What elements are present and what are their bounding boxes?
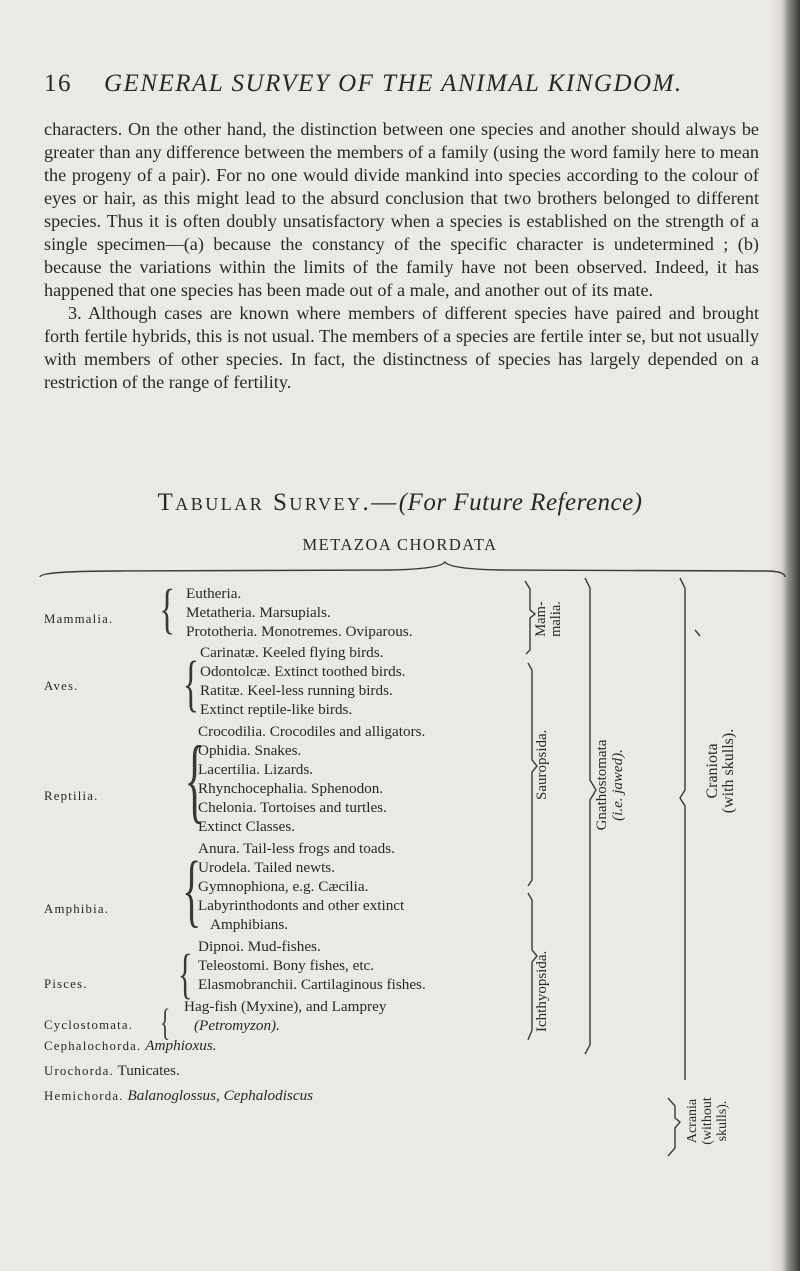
list-item: Gymnophiona, e.g. Cæcilia. xyxy=(198,878,369,895)
brace-amphibia: { xyxy=(182,844,202,935)
craniota-line xyxy=(680,578,685,1080)
acrania-title: Acrania xyxy=(685,1098,700,1144)
list-item: Hag-fish (Myxine), and Lamprey xyxy=(184,998,387,1015)
paragraph-2: 3. Although cases are known where members of different species have paired and brought forth fertile hybrids, this is not usual. The members of a species are fertile inter se, but not usually with members of other species. In fact, the distinctness of species has largely depended on a restriction of the range of fertility. xyxy=(44,303,759,392)
class-label-cyclostomata: Cyclostomata. xyxy=(44,1018,134,1032)
class-label-amphibia: Amphibia. xyxy=(44,902,110,916)
list-item: Chelonia. Tortoises and turtles. xyxy=(198,799,387,816)
group-label-gnathostomata xyxy=(594,710,626,860)
acrania-note: (without skulls). xyxy=(700,1097,730,1145)
list-item: Elasmobranchii. Cartilaginous fishes. xyxy=(198,976,426,993)
list-item: Amphibians. xyxy=(210,916,289,933)
list-item: Extinct Classes. xyxy=(198,818,296,835)
lower-row-cephalochorda xyxy=(44,1037,217,1055)
craniota-title: Craniota xyxy=(704,743,721,799)
brace-cyclostomata: { xyxy=(160,1002,171,1044)
list-item: Ophidia. Snakes. xyxy=(198,742,302,759)
lower-row-text: Amphioxus. xyxy=(145,1037,217,1054)
lower-row-label: Hemichorda. xyxy=(44,1089,124,1103)
brace-reptilia: { xyxy=(184,726,206,832)
list-item: (Petromyzon). xyxy=(194,1017,280,1034)
lower-row-hemichorda xyxy=(44,1087,313,1105)
list-item: Crocodilia. Crocodiles and alligators. xyxy=(198,723,426,740)
heading-note: (For Future Reference) xyxy=(398,489,643,516)
group-label-acrania xyxy=(685,1084,730,1158)
list-item: Carinatæ. Keeled flying birds. xyxy=(200,644,384,661)
lower-row-label: Cephalochorda. xyxy=(44,1039,142,1053)
top-brace xyxy=(40,562,785,577)
class-label-aves: Aves. xyxy=(44,679,79,693)
list-item: Urodela. Tailed newts. xyxy=(198,859,335,876)
running-title: GENERAL SURVEY OF THE ANIMAL KINGDOM. xyxy=(104,70,683,97)
list-item: Teleostomi. Bony fishes, etc. xyxy=(198,957,375,974)
group-label-ichthyopsida: Ichthyopsida. xyxy=(534,950,550,1032)
list-item: Anura. Tail-less frogs and toads. xyxy=(198,840,395,857)
class-label-reptilia: Reptilia. xyxy=(44,789,99,803)
list-item: Extinct reptile-like birds. xyxy=(200,701,353,718)
lower-row-urochorda xyxy=(44,1062,180,1080)
group-label-craniota xyxy=(705,712,737,830)
page-number: 16 xyxy=(44,70,72,97)
list-item: Eutheria. xyxy=(186,585,242,602)
list-item: Labyrinthodonts and other extinct xyxy=(198,897,405,914)
craniota-lower-line xyxy=(695,630,700,636)
list-item: Dipnoi. Mud-fishes. xyxy=(198,938,321,955)
lower-row-text: Balanoglossus, Cephalodiscus xyxy=(127,1087,314,1104)
lower-row-text: Tunicates. xyxy=(117,1062,180,1079)
list-item: Odontolcæ. Extinct toothed birds. xyxy=(200,663,406,680)
group-label-sauropsida: Sauropsida. xyxy=(534,729,550,800)
list-item: Metatheria. Marsupials. xyxy=(186,604,331,621)
acrania-brace xyxy=(668,1098,680,1156)
brace-aves: { xyxy=(182,650,200,718)
section-heading: Tabular Survey.—(For Future Reference) xyxy=(157,489,643,516)
brace-pisces: { xyxy=(177,943,193,1004)
heading-title: Tabular Survey. xyxy=(157,489,372,516)
group-label-mammalia: Mam-malia. xyxy=(533,601,564,637)
craniota-note: (with skulls). xyxy=(720,728,737,814)
section-subheading: METAZOA CHORDATA xyxy=(302,535,498,554)
list-item: Lacertilia. Lizards. xyxy=(198,761,314,778)
lower-row-label: Urochorda. xyxy=(44,1064,114,1078)
class-label-pisces: Pisces. xyxy=(44,977,88,991)
list-item: Rhynchocephalia. Sphenodon. xyxy=(198,780,384,797)
gnathostomata-note: (i.e. jawed). xyxy=(610,749,626,821)
brace-mammalia: { xyxy=(159,578,176,639)
list-item: Prototheria. Monotremes. Oviparous. xyxy=(186,623,413,640)
class-label-mammalia: Mammalia. xyxy=(44,612,114,626)
paragraph-1: characters. On the other hand, the distinction between one species and another should always be greater than any difference between the members of a family (using the word family here to mean the progeny of a pair). For no one would divide mankind into species according to the colour of eyes or hair, as this might lead to the absurd conclusion that two brothers belonged to different species. Thus it is often doubly unsatisfactory when a species is established on the strength of a single specimen—(a) because the constancy of the specific character is undetermined ; (b) because the variations within the limits of the family have not been observed. Indeed, it has happened that one species has been made out of a male, and another out of its mate. xyxy=(44,119,759,300)
list-item: Ratitæ. Keel-less running birds. xyxy=(200,682,393,699)
gnathostomata-title: Gnathostomata xyxy=(594,739,610,831)
